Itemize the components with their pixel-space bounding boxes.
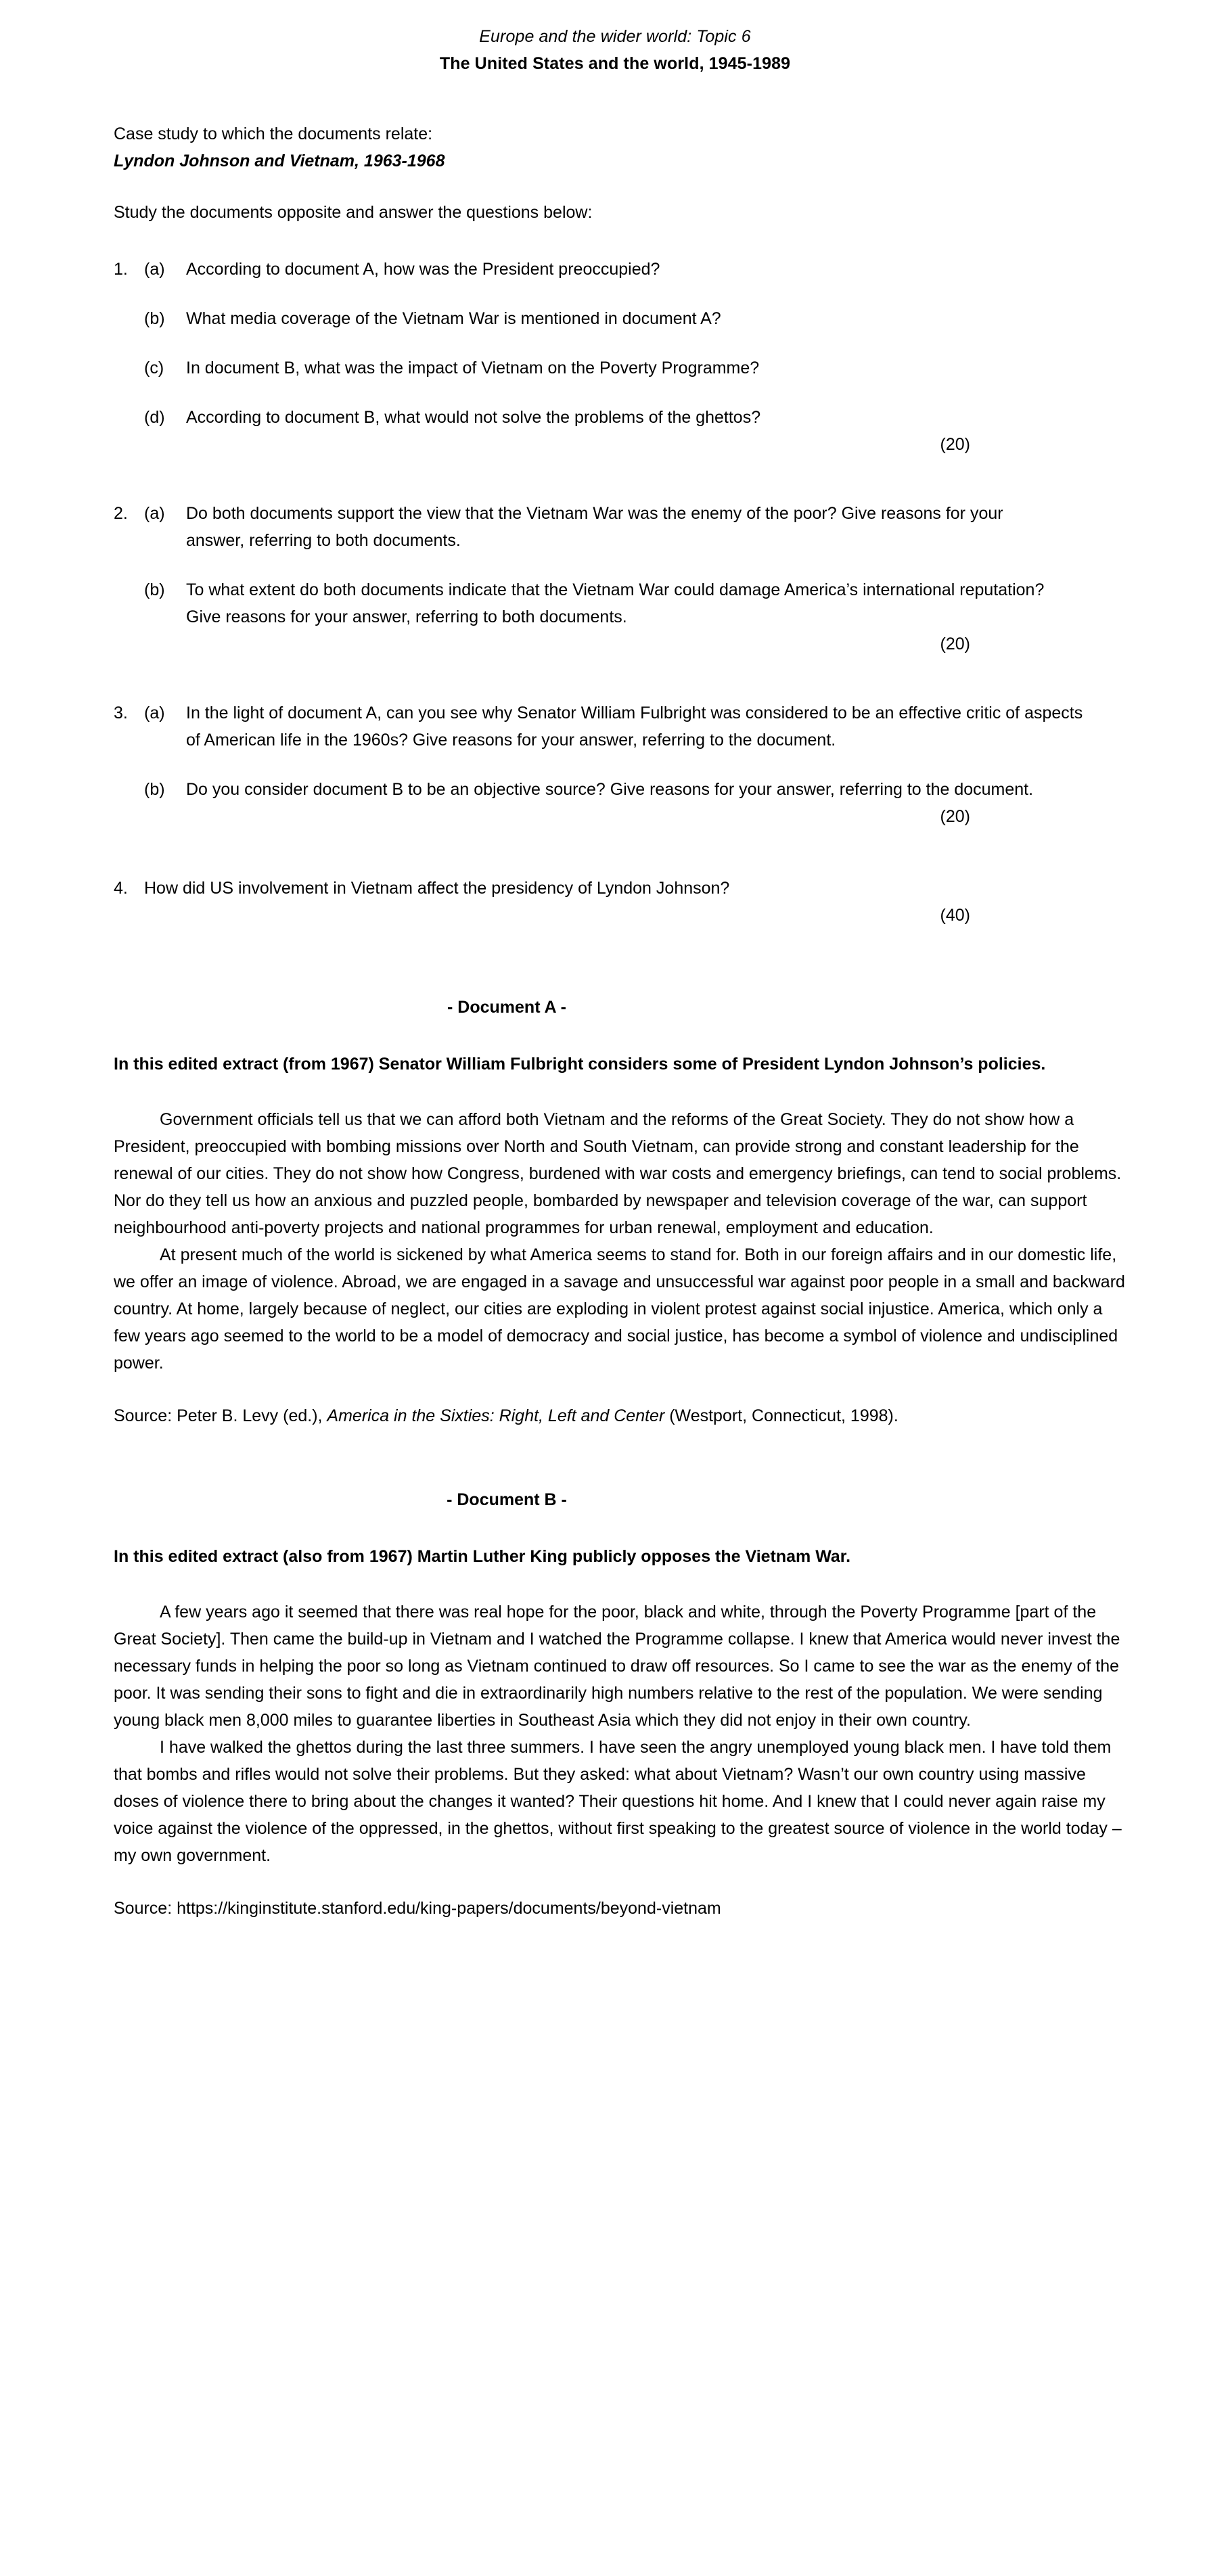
- document-b-body: [114, 1598, 1129, 1869]
- part-letter: (c): [144, 359, 164, 377]
- question-4-row: [114, 875, 1130, 902]
- part-text: In document B, what was the impact of Vietnam on the Poverty Programme?: [186, 359, 760, 377]
- question-4: [114, 875, 1130, 929]
- page-title: The United States and the world, 1945-1989: [439, 54, 791, 73]
- part-text: In the light of document A, can you see why Senator William Fulbright was considered to be an effective critic of aspects of American life in the 1960s? Give reasons for your answer, referring to the document.: [186, 704, 1083, 750]
- case-study-title: Lyndon Johnson and Vietnam, 1963-1968: [114, 152, 445, 170]
- part-text: What media coverage of the Vietnam War is mentioned in document A?: [186, 309, 721, 328]
- question-2-marks: (20): [940, 635, 970, 653]
- question-4-text: How did US involvement in Vietnam affect the presidency of Lyndon Johnson?: [144, 879, 730, 898]
- document-b-intro: In this edited extract (also from 1967) Martin Luther King publicly opposes the Vietnam War.: [114, 1547, 851, 1566]
- question-2-part-a: [114, 500, 1130, 554]
- header-topic-line: Europe and the wider world: Topic 6: [479, 27, 751, 46]
- question-1-part-d: [114, 404, 1130, 431]
- question-number: 2.: [114, 504, 128, 523]
- page-body: [0, 120, 1230, 1922]
- document-a-source: [114, 1402, 1129, 1429]
- part-text: According to document B, what would not solve the problems of the ghettos?: [186, 408, 761, 427]
- page-header: [0, 0, 1230, 77]
- question-2: [114, 500, 1130, 658]
- source-prefix: Source: Peter B. Levy (ed.),: [114, 1406, 327, 1425]
- document-b-title: - Document B -: [447, 1490, 567, 1509]
- part-letter: (a): [144, 704, 165, 722]
- question-1-marks: (20): [940, 435, 970, 454]
- question-number: 4.: [114, 879, 128, 898]
- document-a-intro: In this edited extract (from 1967) Senator William Fulbright considers some of President Lyndon Johnson’s policies.: [114, 1055, 1046, 1074]
- document-a-paragraph-1: Government officials tell us that we can afford both Vietnam and the reforms of the Great Society. They do not show how a President, preoccupied with bombing missions over North and South Vietnam, can provide strong and constant leadership for the renewal of our cities. They do not show how Congress, burdened with war costs and emergency briefings, can tend to social problems. Nor do they tell us how an anxious and puzzled people, bombarded by newspaper and television coverage of the war, can support neighbourhood anti-poverty projects and national programmes for urban renewal, employment and education.: [114, 1110, 1122, 1237]
- question-number: 1.: [114, 260, 128, 279]
- question-3-part-a: [114, 699, 1130, 754]
- source-suffix: (Westport, Connecticut, 1998).: [664, 1406, 898, 1425]
- document-b-paragraph-1: A few years ago it seemed that there was real hope for the poor, black and white, through the Poverty Programme [part of the Great Society]. Then came the build-up in Vietnam and I watched the Programme collapse. I knew that America would never invest the necessary funds in helping the poor so long as Vietnam continued to draw off resources. So I came to see the war as the enemy of the poor. It was sending their sons to fight and die in extraordinarily high numbers relative to the rest of the population. We were sending young black men 8,000 miles to guarantee liberties in Southeast Asia which they did not enjoy in their own country.: [114, 1603, 1120, 1730]
- question-number: 3.: [114, 704, 128, 722]
- document-a-title: - Document A -: [447, 998, 566, 1017]
- question-1: [114, 256, 1130, 458]
- document-a-section: [114, 994, 1130, 1429]
- document-a-body: [114, 1106, 1129, 1377]
- question-3: [114, 699, 1130, 830]
- question-3-marks: (20): [940, 807, 970, 826]
- document-b-source: Source: https://kinginstitute.stanford.edu/king-papers/documents/beyond-vietnam: [114, 1899, 721, 1918]
- question-1-part-b: [114, 305, 1130, 332]
- part-letter: (b): [144, 309, 165, 328]
- part-letter: (d): [144, 408, 165, 427]
- question-3-part-b: [114, 776, 1130, 803]
- part-text: Do you consider document B to be an objective source? Give reasons for your answer, referring to the document.: [186, 780, 1034, 799]
- part-text: Do both documents support the view that the Vietnam War was the enemy of the poor? Give reasons for your answer, referring to both documents.: [186, 504, 1003, 550]
- case-study-block: [114, 120, 1130, 226]
- question-1-part-a: [114, 256, 1130, 283]
- question-1-part-c: [114, 354, 1130, 382]
- part-text: To what extent do both documents indicate that the Vietnam War could damage America’s international reputation? Give reasons for your answer, referring to both documents.: [186, 580, 1045, 626]
- part-letter: (b): [144, 780, 165, 799]
- part-letter: (a): [144, 260, 165, 279]
- part-text: According to document A, how was the President preoccupied?: [186, 260, 660, 279]
- case-study-label: Case study to which the documents relate:: [114, 124, 433, 143]
- document-a-paragraph-2: At present much of the world is sickened by what America seems to stand for. Both in our foreign affairs and in our domestic life, we offer an image of violence. Abroad, we are engaged in a savage and unsuccessful war against poor people in a small and backward country. At home, largely because of neglect, our cities are exploding in violent protest against social injustice. America, which only a few years ago seemed to the world to be a model of democracy and social justice, has become a symbol of violence and undisciplined power.: [114, 1245, 1125, 1373]
- question-2-part-b: [114, 576, 1130, 630]
- part-letter: (b): [144, 580, 165, 599]
- document-b-paragraph-2: I have walked the ghettos during the last three summers. I have seen the angry unemployed young black men. I have told them that bombs and rifles would not solve their problems. But they asked: what about Vietnam? Wasn’t our own country using massive doses of violence there to bring about the changes it wanted? Their questions hit home. And I knew that I could never again raise my voice against the violence of the oppressed, in the ghettos, without first speaking to the greatest source of violence in the world today – my own government.: [114, 1738, 1122, 1865]
- instruction-line: Study the documents opposite and answer the questions below:: [114, 203, 593, 222]
- source-title: America in the Sixties: Right, Left and Center: [327, 1406, 665, 1425]
- document-b-section: [114, 1486, 1130, 1922]
- part-letter: (a): [144, 504, 165, 523]
- question-4-marks: (40): [940, 906, 970, 925]
